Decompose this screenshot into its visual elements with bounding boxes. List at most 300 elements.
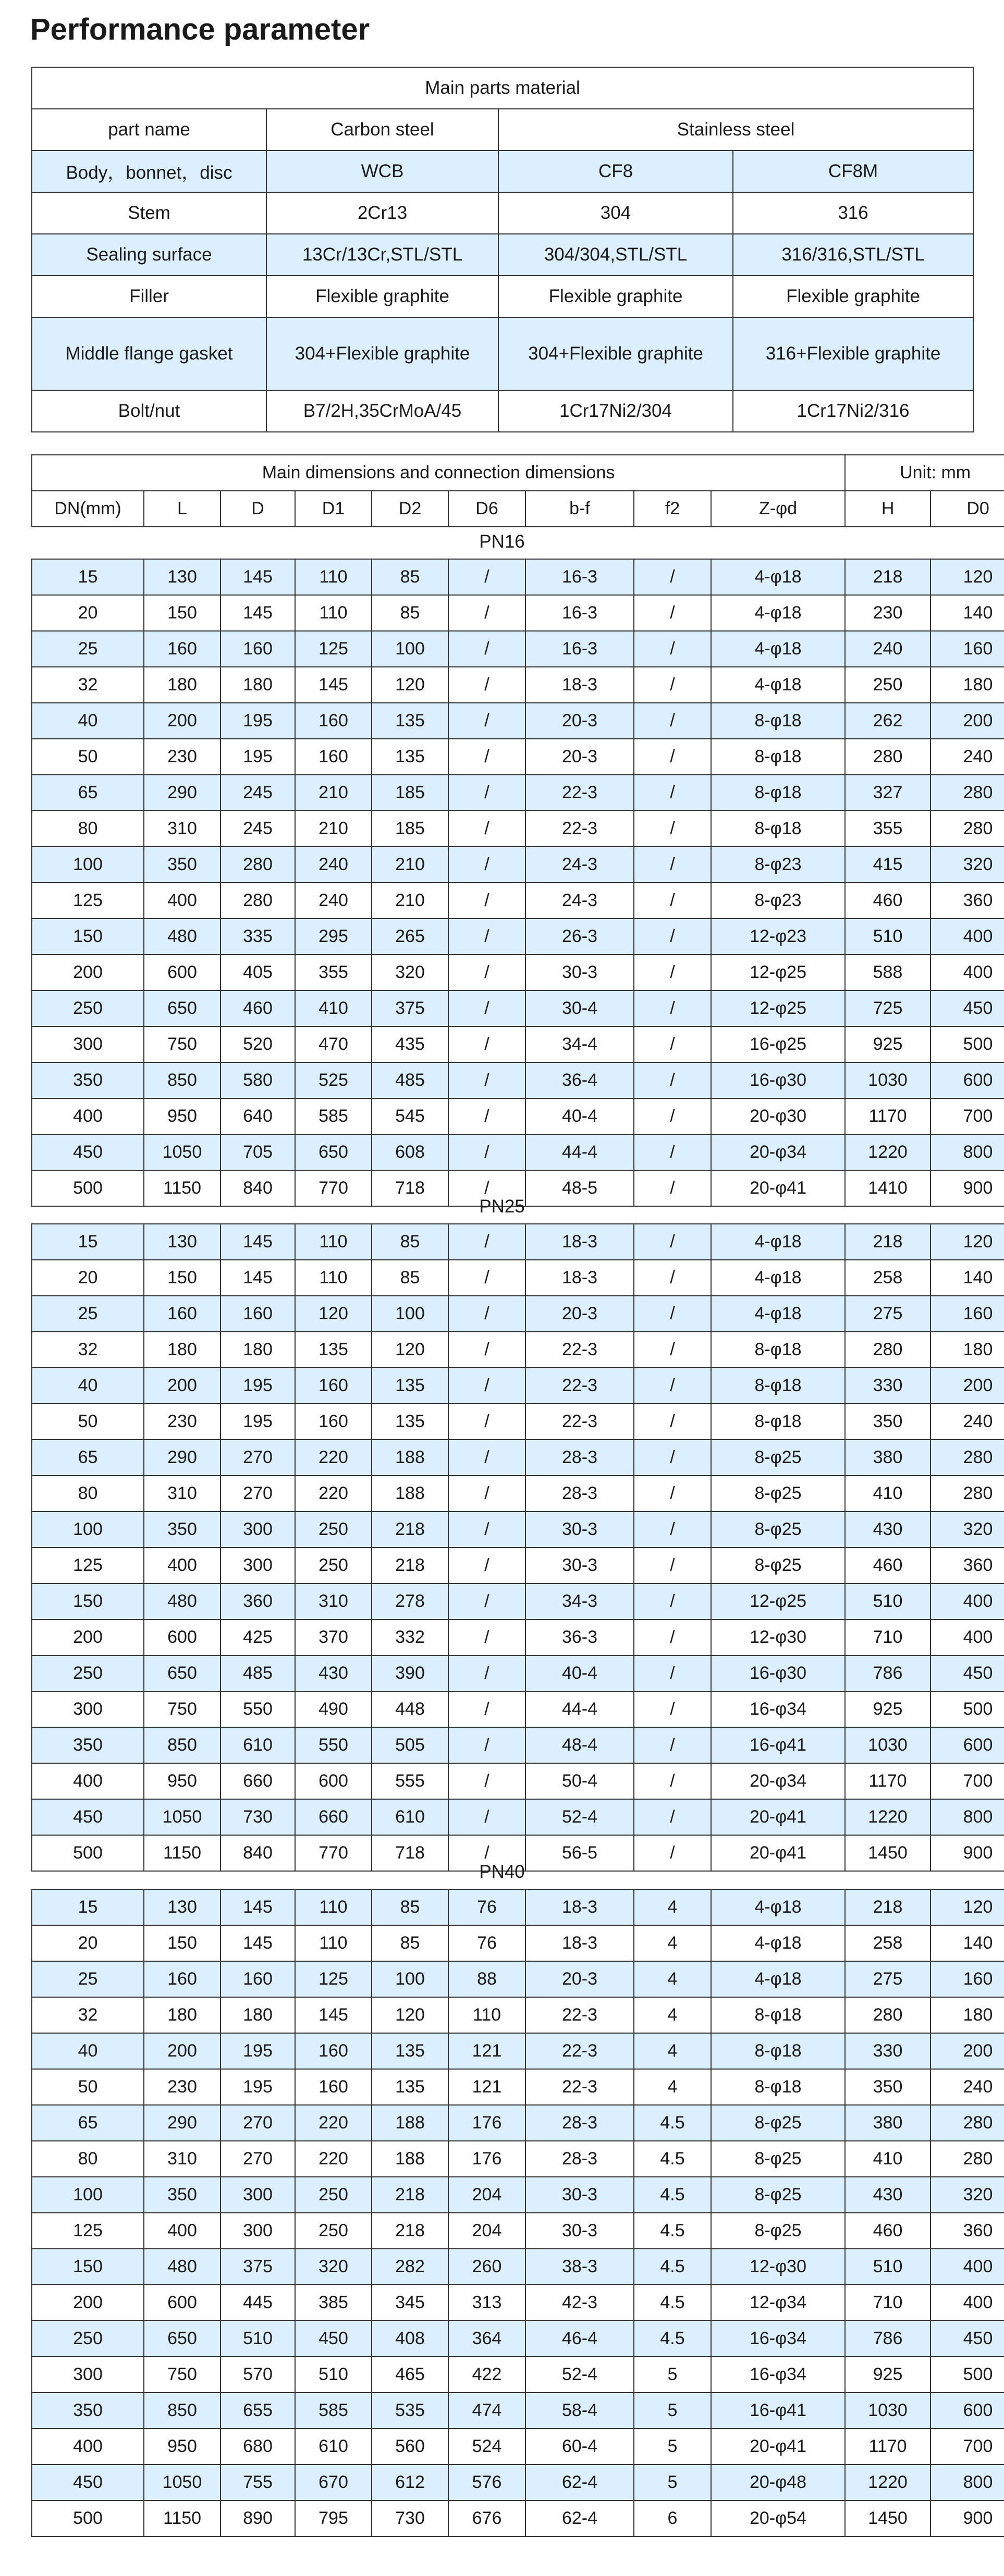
material-row xyxy=(32,317,973,390)
cell-d1: 320 xyxy=(295,2249,372,2285)
cell-d: 890 xyxy=(221,2500,295,2536)
table-row xyxy=(32,2464,1004,2500)
cell-b-f: 22-3 xyxy=(525,1368,634,1404)
cell-d: 160 xyxy=(221,1961,295,1997)
cell-h: 430 xyxy=(845,1512,930,1547)
cell-f2: 4.5 xyxy=(634,2285,711,2321)
table-row xyxy=(32,667,1004,703)
cell-dn: 450 xyxy=(32,1134,144,1170)
cell-d6: / xyxy=(448,631,525,667)
cell-h: 410 xyxy=(845,2141,930,2177)
cell-l: 650 xyxy=(144,1655,221,1691)
table-row xyxy=(32,1889,1004,1925)
cell-d0: 900 xyxy=(930,1170,1004,1206)
cell-z-phi-d: 8-φ18 xyxy=(711,811,845,847)
cell-b-f: 52-4 xyxy=(525,1799,634,1835)
table-row xyxy=(32,1062,1004,1098)
material-row xyxy=(32,390,973,432)
cell-dn: 50 xyxy=(32,2069,144,2105)
cell-l: 1050 xyxy=(144,2464,221,2500)
cell-z-phi-d: 20-φ30 xyxy=(711,1098,845,1134)
cell-l: 750 xyxy=(144,1026,221,1062)
cell-d6: 364 xyxy=(448,2321,525,2357)
cell-d1: 145 xyxy=(295,667,372,703)
cell-d6: 121 xyxy=(448,2069,525,2105)
cell-d0: 400 xyxy=(930,1583,1004,1619)
cell-l: 230 xyxy=(144,2069,221,2105)
material-row xyxy=(32,151,973,192)
table-row xyxy=(32,1655,1004,1691)
cell-d: 840 xyxy=(221,1170,295,1206)
cell-f2: / xyxy=(634,1547,711,1583)
cell-d: 195 xyxy=(221,2069,295,2105)
cell-d1: 240 xyxy=(295,847,372,883)
cell-h: 230 xyxy=(845,595,930,631)
cell-d: 730 xyxy=(221,1799,295,1835)
cell-z-phi-d: 8-φ18 xyxy=(711,775,845,811)
cell-l: 150 xyxy=(144,1260,221,1296)
cell-dn: 40 xyxy=(32,1368,144,1404)
cell-d1: 770 xyxy=(295,1170,372,1206)
cell-d2: 408 xyxy=(372,2321,448,2357)
cell-f2: / xyxy=(634,631,711,667)
cell-b-f: 44-4 xyxy=(525,1691,634,1727)
cell-f2: 4 xyxy=(634,1997,711,2033)
cell-z-phi-d: 8-φ18 xyxy=(711,1404,845,1440)
table-row xyxy=(32,2213,1004,2249)
cell-d1: 160 xyxy=(295,703,372,739)
cell-b-f: 22-3 xyxy=(525,1404,634,1440)
cell-d6: 524 xyxy=(448,2429,525,2464)
cell-d: 300 xyxy=(221,2177,295,2213)
cell-dn: 40 xyxy=(32,703,144,739)
cell-dn: 125 xyxy=(32,1547,144,1583)
material-stainless-b: 1Cr17Ni2/316 xyxy=(733,390,973,432)
cell-f2: 4 xyxy=(634,1925,711,1961)
cell-dn: 300 xyxy=(32,1691,144,1727)
cell-d: 245 xyxy=(221,811,295,847)
cell-l: 350 xyxy=(144,847,221,883)
cell-z-phi-d: 12-φ34 xyxy=(711,2285,845,2321)
cell-d2: 100 xyxy=(372,631,448,667)
cell-f2: 5 xyxy=(634,2464,711,2500)
cell-d2: 185 xyxy=(372,775,448,811)
cell-h: 925 xyxy=(845,1026,930,1062)
cell-d: 195 xyxy=(221,739,295,775)
cell-f2: / xyxy=(634,1332,711,1368)
table-row xyxy=(32,1332,1004,1368)
cell-d6: / xyxy=(448,775,525,811)
cell-l: 480 xyxy=(144,1583,221,1619)
cell-d6: / xyxy=(448,847,525,883)
cell-z-phi-d: 16-φ30 xyxy=(711,1655,845,1691)
cell-d: 180 xyxy=(221,1332,295,1368)
cell-dn: 65 xyxy=(32,1440,144,1476)
materials-table xyxy=(31,67,974,432)
cell-d1: 145 xyxy=(295,1997,372,2033)
cell-b-f: 20-3 xyxy=(525,1296,634,1332)
cell-d2: 608 xyxy=(372,1134,448,1170)
cell-b-f: 22-3 xyxy=(525,1332,634,1368)
cell-l: 750 xyxy=(144,2357,221,2393)
table-row xyxy=(32,1476,1004,1512)
cell-d: 160 xyxy=(221,1296,295,1332)
cell-d2: 465 xyxy=(372,2357,448,2393)
cell-d: 280 xyxy=(221,847,295,883)
cell-l: 290 xyxy=(144,1440,221,1476)
cell-f2: 5 xyxy=(634,2357,711,2393)
cell-b-f: 16-3 xyxy=(525,595,634,631)
cell-d6: / xyxy=(448,739,525,775)
cell-d2: 135 xyxy=(372,2033,448,2069)
cell-b-f: 28-3 xyxy=(525,2141,634,2177)
cell-d: 460 xyxy=(221,990,295,1026)
cell-h: 262 xyxy=(845,703,930,739)
cell-d0: 800 xyxy=(930,1134,1004,1170)
cell-d: 180 xyxy=(221,667,295,703)
table-row xyxy=(32,1691,1004,1727)
cell-d0: 240 xyxy=(930,2069,1004,2105)
header-carbon-steel: Carbon steel xyxy=(266,109,498,151)
cell-dn: 50 xyxy=(32,739,144,775)
cell-d1: 550 xyxy=(295,1727,372,1763)
cell-b-f: 18-3 xyxy=(525,1260,634,1296)
cell-d2: 85 xyxy=(372,559,448,595)
cell-b-f: 62-4 xyxy=(525,2500,634,2536)
table-row xyxy=(32,955,1004,990)
table-row xyxy=(32,1440,1004,1476)
cell-l: 750 xyxy=(144,1691,221,1727)
cell-d0: 320 xyxy=(930,847,1004,883)
cell-z-phi-d: 8-φ23 xyxy=(711,847,845,883)
cell-d0: 450 xyxy=(930,1655,1004,1691)
cell-d2: 188 xyxy=(372,2105,448,2141)
cell-h: 460 xyxy=(845,883,930,919)
cell-dn: 40 xyxy=(32,2033,144,2069)
cell-dn: 350 xyxy=(32,2393,144,2429)
cell-b-f: 50-4 xyxy=(525,1763,634,1799)
cell-d0: 320 xyxy=(930,1512,1004,1547)
cell-f2: / xyxy=(634,667,711,703)
cell-d2: 612 xyxy=(372,2464,448,2500)
cell-f2: 4.5 xyxy=(634,2321,711,2357)
cell-d6: / xyxy=(448,955,525,990)
cell-d1: 450 xyxy=(295,2321,372,2357)
cell-z-phi-d: 12-φ25 xyxy=(711,1583,845,1619)
cell-d1: 220 xyxy=(295,2141,372,2177)
cell-d0: 600 xyxy=(930,1062,1004,1098)
cell-l: 950 xyxy=(144,1098,221,1134)
cell-dn: 50 xyxy=(32,1404,144,1440)
cell-dn: 25 xyxy=(32,1296,144,1332)
material-stainless-b: 316+Flexible graphite xyxy=(733,317,973,390)
cell-d1: 160 xyxy=(295,2069,372,2105)
cell-f2: / xyxy=(634,1134,711,1170)
cell-f2: / xyxy=(634,1476,711,1512)
material-row xyxy=(32,276,973,317)
cell-f2: 4.5 xyxy=(634,2177,711,2213)
cell-d6: / xyxy=(448,1835,525,1871)
table-row xyxy=(32,883,1004,919)
cell-h: 350 xyxy=(845,1404,930,1440)
cell-d1: 470 xyxy=(295,1026,372,1062)
cell-d0: 360 xyxy=(930,883,1004,919)
cell-d2: 218 xyxy=(372,2177,448,2213)
cell-d0: 400 xyxy=(930,919,1004,955)
cell-b-f: 18-3 xyxy=(525,1925,634,1961)
cell-d: 300 xyxy=(221,1547,295,1583)
cell-d2: 730 xyxy=(372,2500,448,2536)
cell-d0: 600 xyxy=(930,1727,1004,1763)
cell-d0: 200 xyxy=(930,2033,1004,2069)
cell-d2: 555 xyxy=(372,1763,448,1799)
cell-h: 240 xyxy=(845,631,930,667)
cell-d0: 180 xyxy=(930,1997,1004,2033)
cell-d0: 360 xyxy=(930,1547,1004,1583)
cell-dn: 150 xyxy=(32,1583,144,1619)
cell-z-phi-d: 8-φ18 xyxy=(711,1368,845,1404)
cell-l: 160 xyxy=(144,1296,221,1332)
table-row xyxy=(32,2069,1004,2105)
cell-d0: 400 xyxy=(930,1619,1004,1655)
cell-dn: 200 xyxy=(32,955,144,990)
cell-d6: / xyxy=(448,1691,525,1727)
cell-h: 1220 xyxy=(845,2464,930,2500)
cell-d0: 900 xyxy=(930,1835,1004,1871)
cell-d0: 160 xyxy=(930,1961,1004,1997)
cell-d6: 176 xyxy=(448,2141,525,2177)
cell-f2: / xyxy=(634,990,711,1026)
cell-h: 1450 xyxy=(845,1835,930,1871)
cell-l: 1050 xyxy=(144,1134,221,1170)
cell-d1: 160 xyxy=(295,739,372,775)
cell-dn: 32 xyxy=(32,1332,144,1368)
cell-d6: / xyxy=(448,1062,525,1098)
cell-d6: / xyxy=(448,1727,525,1763)
cell-d0: 700 xyxy=(930,1763,1004,1799)
cell-d0: 160 xyxy=(930,631,1004,667)
cell-d6: / xyxy=(448,1098,525,1134)
cell-f2: / xyxy=(634,1763,711,1799)
cell-b-f: 52-4 xyxy=(525,2357,634,2393)
cell-f2: / xyxy=(634,919,711,955)
cell-d1: 795 xyxy=(295,2500,372,2536)
material-stainless-a: 1Cr17Ni2/304 xyxy=(498,390,733,432)
cell-d1: 125 xyxy=(295,631,372,667)
cell-h: 510 xyxy=(845,1583,930,1619)
cell-f2: / xyxy=(634,1368,711,1404)
cell-d6: 576 xyxy=(448,2464,525,2500)
cell-d0: 160 xyxy=(930,1296,1004,1332)
cell-d2: 345 xyxy=(372,2285,448,2321)
dimensions-caption-row xyxy=(32,455,1004,491)
dimensions-header-table xyxy=(31,454,1004,527)
cell-d1: 125 xyxy=(295,1961,372,1997)
cell-h: 1220 xyxy=(845,1799,930,1835)
cell-d1: 295 xyxy=(295,919,372,955)
cell-d: 280 xyxy=(221,883,295,919)
cell-b-f: 18-3 xyxy=(525,1224,634,1260)
table-row xyxy=(32,1224,1004,1260)
column-header-z-phi-d: Z-φd xyxy=(711,491,845,527)
cell-dn: 32 xyxy=(32,1997,144,2033)
cell-dn: 250 xyxy=(32,990,144,1026)
cell-d: 705 xyxy=(221,1134,295,1170)
cell-d0: 200 xyxy=(930,1368,1004,1404)
cell-b-f: 28-3 xyxy=(525,2105,634,2141)
cell-d6: 121 xyxy=(448,2033,525,2069)
cell-d1: 220 xyxy=(295,1476,372,1512)
cell-f2: 4 xyxy=(634,1961,711,1997)
cell-d0: 450 xyxy=(930,990,1004,1026)
cell-d0: 120 xyxy=(930,1224,1004,1260)
cell-b-f: 30-3 xyxy=(525,1512,634,1547)
cell-d0: 280 xyxy=(930,811,1004,847)
cell-l: 1050 xyxy=(144,1799,221,1835)
cell-h: 460 xyxy=(845,1547,930,1583)
cell-b-f: 22-3 xyxy=(525,1997,634,2033)
cell-d: 360 xyxy=(221,1583,295,1619)
cell-d6: / xyxy=(448,1799,525,1835)
cell-z-phi-d: 16-φ34 xyxy=(711,2321,845,2357)
cell-d6: / xyxy=(448,595,525,631)
cell-d1: 310 xyxy=(295,1583,372,1619)
cell-dn: 200 xyxy=(32,2285,144,2321)
cell-dn: 65 xyxy=(32,775,144,811)
cell-l: 290 xyxy=(144,2105,221,2141)
cell-d0: 400 xyxy=(930,2249,1004,2285)
cell-d1: 160 xyxy=(295,1368,372,1404)
material-stainless-a: CF8 xyxy=(498,151,733,192)
cell-d0: 200 xyxy=(930,703,1004,739)
cell-dn: 25 xyxy=(32,631,144,667)
cell-b-f: 24-3 xyxy=(525,847,634,883)
cell-b-f: 38-3 xyxy=(525,2249,634,2285)
cell-d0: 280 xyxy=(930,2105,1004,2141)
cell-f2: / xyxy=(634,1799,711,1835)
table-row xyxy=(32,2177,1004,2213)
table-row xyxy=(32,847,1004,883)
cell-h: 250 xyxy=(845,667,930,703)
table-row xyxy=(32,1583,1004,1619)
cell-f2: / xyxy=(634,703,711,739)
cell-d2: 135 xyxy=(372,703,448,739)
cell-h: 280 xyxy=(845,739,930,775)
cell-d2: 100 xyxy=(372,1296,448,1332)
cell-d2: 135 xyxy=(372,739,448,775)
cell-l: 350 xyxy=(144,1512,221,1547)
cell-f2: / xyxy=(634,1170,711,1206)
cell-d2: 135 xyxy=(372,1404,448,1440)
cell-d6: / xyxy=(448,1368,525,1404)
cell-l: 400 xyxy=(144,883,221,919)
table-row xyxy=(32,595,1004,631)
cell-d0: 140 xyxy=(930,1260,1004,1296)
cell-z-phi-d: 12-φ25 xyxy=(711,955,845,990)
table-row xyxy=(32,1961,1004,1997)
cell-l: 480 xyxy=(144,2249,221,2285)
cell-d2: 120 xyxy=(372,1332,448,1368)
cell-d6: 474 xyxy=(448,2393,525,2429)
cell-h: 415 xyxy=(845,847,930,883)
cell-b-f: 24-3 xyxy=(525,883,634,919)
cell-d0: 140 xyxy=(930,1925,1004,1961)
cell-d1: 430 xyxy=(295,1655,372,1691)
cell-dn: 400 xyxy=(32,2429,144,2464)
table-row xyxy=(32,1547,1004,1583)
cell-dn: 250 xyxy=(32,2321,144,2357)
cell-l: 600 xyxy=(144,1619,221,1655)
cell-z-phi-d: 20-φ41 xyxy=(711,2429,845,2464)
material-stainless-b: 316/316,STL/STL xyxy=(733,234,973,276)
cell-d2: 278 xyxy=(372,1583,448,1619)
cell-d0: 600 xyxy=(930,2393,1004,2429)
cell-b-f: 58-4 xyxy=(525,2393,634,2429)
cell-d: 145 xyxy=(221,1224,295,1260)
cell-b-f: 34-4 xyxy=(525,1026,634,1062)
cell-z-phi-d: 8-φ25 xyxy=(711,1512,845,1547)
cell-z-phi-d: 20-φ54 xyxy=(711,2500,845,2536)
cell-d2: 135 xyxy=(372,2069,448,2105)
material-part: Sealing surface xyxy=(32,234,266,276)
cell-d: 520 xyxy=(221,1026,295,1062)
material-stainless-a: 304+Flexible graphite xyxy=(498,317,733,390)
cell-d0: 900 xyxy=(930,2500,1004,2536)
cell-dn: 450 xyxy=(32,1799,144,1835)
cell-d0: 140 xyxy=(930,595,1004,631)
material-part: Middle flange gasket xyxy=(32,317,266,390)
cell-d6: / xyxy=(448,1170,525,1206)
cell-f2: / xyxy=(634,1440,711,1476)
cell-dn: 100 xyxy=(32,847,144,883)
cell-l: 200 xyxy=(144,2033,221,2069)
cell-h: 1030 xyxy=(845,1727,930,1763)
table-row xyxy=(32,1296,1004,1332)
cell-h: 218 xyxy=(845,1889,930,1925)
cell-l: 400 xyxy=(144,2213,221,2249)
cell-b-f: 20-3 xyxy=(525,703,634,739)
cell-d0: 280 xyxy=(930,1440,1004,1476)
cell-d0: 320 xyxy=(930,2177,1004,2213)
cell-d2: 135 xyxy=(372,1368,448,1404)
header-part-name: part name xyxy=(32,109,266,151)
table-row xyxy=(32,2033,1004,2069)
cell-d: 195 xyxy=(221,1368,295,1404)
cell-l: 310 xyxy=(144,2141,221,2177)
cell-d0: 360 xyxy=(930,2213,1004,2249)
cell-d2: 218 xyxy=(372,1512,448,1547)
cell-f2: / xyxy=(634,1062,711,1098)
cell-d0: 240 xyxy=(930,1404,1004,1440)
table-row xyxy=(32,1368,1004,1404)
cell-h: 380 xyxy=(845,1440,930,1476)
cell-dn: 25 xyxy=(32,1961,144,1997)
cell-z-phi-d: 20-φ48 xyxy=(711,2464,845,2500)
materials-caption: Main parts material xyxy=(32,67,973,109)
pn25-table xyxy=(31,1223,1004,1872)
table-row xyxy=(32,631,1004,667)
cell-d: 375 xyxy=(221,2249,295,2285)
table-row xyxy=(32,1763,1004,1799)
cell-b-f: 30-3 xyxy=(525,955,634,990)
header-stainless-steel: Stainless steel xyxy=(498,109,973,151)
cell-d2: 282 xyxy=(372,2249,448,2285)
cell-d: 145 xyxy=(221,1260,295,1296)
cell-d2: 100 xyxy=(372,1961,448,1997)
pn25-label: PN25 xyxy=(479,1196,525,1217)
cell-f2: / xyxy=(634,1296,711,1332)
cell-z-phi-d: 16-φ25 xyxy=(711,1026,845,1062)
